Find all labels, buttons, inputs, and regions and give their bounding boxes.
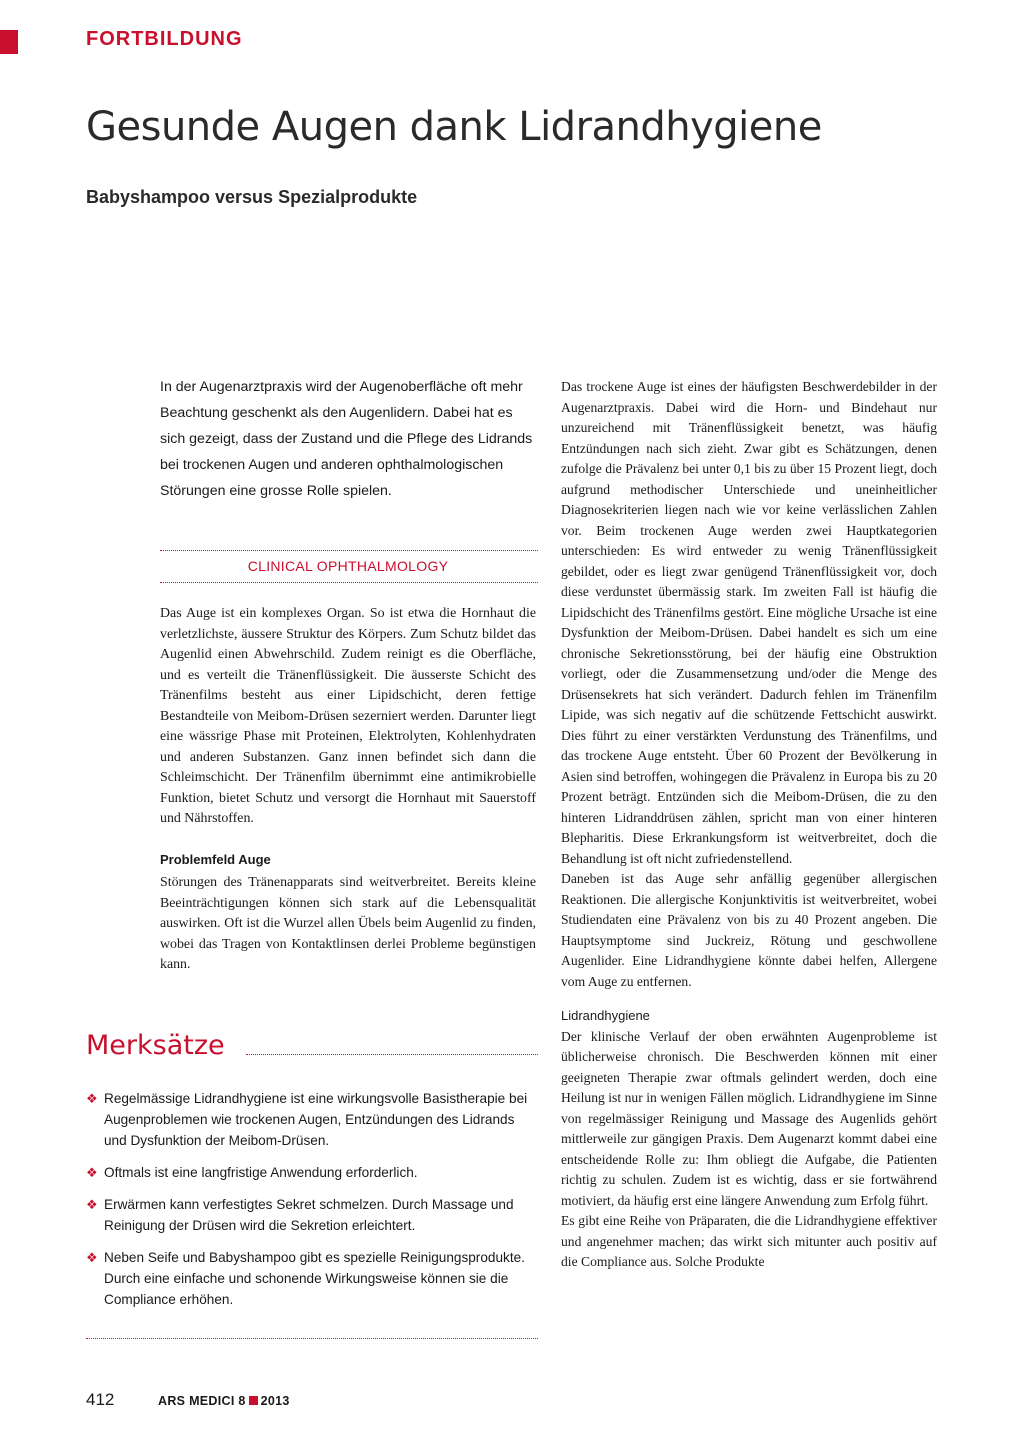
right-column-paragraph: Das trockene Auge ist eines der häufigsten Beschwerdebilder in der Augenarztpraxis. Dabei wird die Horn- und Bindehaut nur unzureichend mit Tränenflüssigkeit benetzt, was häufig Entzündungen nach sich zieht. Zwar gibt es Schätzungen, denen zufolge die Prävalenz bei unter 0,1 bis zu über 15 Prozent liegt, doch aufgrund methodischer Unterschiede und uneinheitlicher Diagnosekriterien liegen nach wie vor keine verlässlichen Zahlen vor. Beim trockenen Auge werden zwei Hauptkategorien unterschieden: Es wird entweder zu wenig Tränenflüssigkeit gebildet, oder es liegt zwar genügend Tränenflüssigkeit vor, doch diese verdunstet übermässig stark. Im zweiten Fall ist häufig die Lipidschicht des Tränenfilms gestört. Eine mögliche Ursache ist eine Dysfunktion der Meibom-Drüsen. Dabei handelt es sich um eine chronische Sekretionsstörung, bei der häufig eine Obstruktion vorliegt, oder die Zusammensetzung und/oder die Menge des Drüsensekrets hat sich verändert. Dadurch fehlen im Tränenfilm Lipide, was sich negativ auf die schützende Fettschicht auswirkt. Dies führt zu einer verstärkten Verdunstung des Tränenfilms, und das trockene Auge entsteht. Über 60 Prozent der Bevölkerung in Asien sind betroffen, wohingegen die Prävalenz in Europa bis zu 20 Prozent beträgt. Entzünden sich die Meibom-Drüsen, die zu den hinteren Lidranddrüsen zählen, spricht man von einer hinteren Blepharitis. Diese Erkrankungsform ist weitverbreitet, doch die Behandlung ist oft nicht zufriedenstellend.: [561, 379, 937, 866]
left-column-heading: Problemfeld Auge: [160, 852, 271, 867]
right-column-paragraph: Es gibt eine Reihe von Präparaten, die die Lidrandhygiene effektiver und angenehmer machen; das wirkt sich mitunter auch positiv auf die Compliance aus. Solche Produkte: [561, 1213, 937, 1269]
list-item: ❖ Erwärmen kann verfestigtes Sekret schmelzen. Durch Massage und Reinigung der Drüsen wird die Sekretion erleichtert.: [86, 1194, 536, 1236]
right-column-paragraph: Der klinische Verlauf der oben erwähnten Augenprobleme ist üblicherweise chronisch. Die Beschwerden können mit einer geeigneten Therapie zwar oftmals gelindert werden, doch eine Heilung ist nur in wenigen Fällen möglich. Lidrandhygiene im Sinne von regelmässiger Reinigung und Massage des Augenlids gehört mittlerweile zur gängigen Praxis. Dem Augenarzt kommt dabei eine entscheidende Rolle zu: Ihm obliegt die Aufgabe, die Patienten richtig zu schulen. Zudem ist es wichtig, dass er sie fortwährend motiviert, da häufig erst eine längere Anwendung zum Erfolg führt.: [561, 1028, 937, 1208]
merksaetze-title-rule: [246, 1054, 538, 1055]
diamond-bullet-icon: ❖: [86, 1197, 98, 1212]
square-separator-icon: [249, 1396, 258, 1405]
merksaetze-bottom-rule: [86, 1338, 538, 1339]
right-column-heading: Lidrandhygiene: [561, 1008, 650, 1023]
merksaetze-title: Merksätze: [86, 1030, 225, 1061]
diamond-bullet-icon: ❖: [86, 1250, 98, 1265]
page-number: 412: [86, 1390, 115, 1409]
diamond-bullet-icon: ❖: [86, 1165, 98, 1180]
divider-bottom: [160, 582, 538, 583]
article-subtitle: Babyshampoo versus Spezialprodukte: [86, 187, 418, 207]
right-column: [561, 377, 937, 1273]
lead-paragraph: In der Augenarztpraxis wird der Augenoberfläche oft mehr Beachtung geschenkt als den Augenlidern. Dabei hat es sich gezeigt, dass der Zustand und die Pflege des Lidrands bei trockenen Augen und anderen ophthalmologischen Störungen eine grosse Rolle spielen.: [160, 379, 533, 499]
right-column-paragraph: Daneben ist das Auge sehr anfällig gegenüber allergischen Reaktionen. Die allergische Konjunktivitis ist weitverbreitet, wobei Studiendaten eine Prävalenz von bis zu 40 Prozent angeben. Die Hauptsymptome sind Juckreiz, Rötung und geschwollene Augenlider. Eine Lidrandhygiene könnte dabei helfen, Allergene vom Auge zu entfernen.: [561, 871, 937, 989]
footer-journal: [158, 1394, 290, 1408]
left-column-body: Störungen des Tränenapparats sind weitverbreitet. Bereits kleine Beeinträchtigungen können sich stark auf die Lebensqualität auswirken. Oft ist die Wurzel allen Übels beim Augenlid zu finden, wobei das Tragen von Kontaktlinsen derlei Probleme begünstigen kann.: [160, 875, 536, 972]
diamond-bullet-icon: ❖: [86, 1091, 98, 1106]
journal-year: 2013: [260, 1394, 290, 1408]
list-item: ❖ Regelmässige Lidrandhygiene ist eine wirkungsvolle Basistherapie bei Augenproblemen wie trockenen Augen, Entzündungen des Lidrands und Dysfunktion der Meibom-Drüsen.: [86, 1088, 536, 1151]
divider-top: [160, 550, 538, 551]
section-label: FORTBILDUNG: [86, 28, 243, 50]
merksaetze-list: [86, 1088, 536, 1321]
left-column-intro: Das Auge ist ein komplexes Organ. So ist etwa die Hornhaut die verletzlichste, äussere Struktur des Körpers. Zum Schutz bildet das Augenlid einen Abwehrschild. Zudem reinigt es die Oberfläche, und es verteilt die Tränenflüssigkeit. Die äusserste Schicht des Tränenfilms besteht aus einer Lipidschicht, deren fettige Bestandteile von Meibom-Drüsen sezerniert werden. Darunter liegt eine wässrige Phase mit Proteinen, Elektrolyten, Kohlenhydraten und anderen Substanzen. Ganz innen befindet sich dann die Schleimschicht. Der Tränenfilm übernimmt eine antimikrobielle Funktion, bietet Schutz und versorgt die Hornhaut mit Sauerstoff und Nährstoffen.: [160, 606, 536, 826]
source-journal-tag: CLINICAL OPHTHALMOLOGY: [247, 558, 449, 574]
section-marker: [0, 30, 18, 54]
article-title: Gesunde Augen dank Lidrandhygiene: [86, 104, 822, 150]
list-item: ❖ Oftmals ist eine langfristige Anwendung erforderlich.: [86, 1162, 536, 1183]
journal-issue: ARS MEDICI 8: [158, 1394, 246, 1408]
list-item: ❖ Neben Seife und Babyshampoo gibt es spezielle Reinigungsprodukte. Durch eine einfache und schonende Wirkungsweise können sie die Compliance erhöhen.: [86, 1247, 536, 1310]
